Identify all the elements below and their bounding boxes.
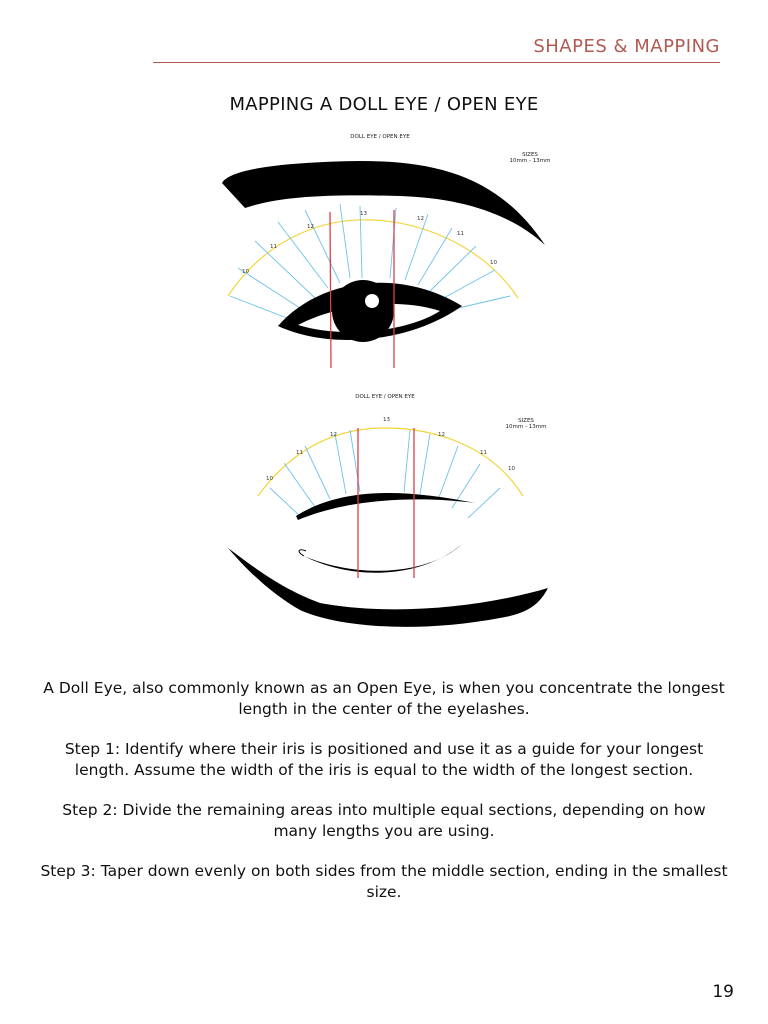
closed-eyelid <box>296 493 475 520</box>
length-label: 13 <box>360 211 367 217</box>
iris <box>332 280 394 342</box>
length-label: 12 <box>417 216 424 222</box>
length-label: 13 <box>383 417 390 423</box>
length-label: 12 <box>307 224 314 230</box>
sizes-label: SIZES <box>522 152 538 158</box>
lower-lash-line <box>304 544 462 573</box>
page-number: 19 <box>712 982 734 1002</box>
length-guide-arc <box>258 428 523 496</box>
closed-eye-illustration <box>200 388 570 638</box>
eyebrow-shape <box>222 161 545 245</box>
length-label: 10 <box>490 260 497 266</box>
step-1-paragraph: Step 1: Identify where their iris is positioned and use it as a guide for your longest length. Assume the width of the iris is equal to the width of the longest section. <box>64 740 704 779</box>
eyebrow-shape <box>228 548 548 627</box>
length-label: 10 <box>508 466 515 472</box>
open-eye-illustration <box>200 128 570 373</box>
sizes-label: SIZES <box>518 418 534 424</box>
length-label: 10 <box>266 476 273 482</box>
intro-paragraph: A Doll Eye, also commonly known as an Open Eye, is when you concentrate the longest length in the center of the eyelashes. <box>43 679 725 718</box>
step-2-paragraph: Step 2: Divide the remaining areas into multiple equal sections, depending on how many lengths you are using. <box>62 801 706 840</box>
iris-guide-lines <box>358 428 414 578</box>
step-3-paragraph: Step 3: Taper down evenly on both sides from the middle section, ending in the smallest size. <box>40 862 728 901</box>
lash-mapping-lines <box>270 430 500 518</box>
open-eye-diagram <box>200 128 570 373</box>
length-label: 11 <box>296 450 303 456</box>
sizes-range: 10mm - 13mm <box>505 424 547 430</box>
length-label: 12 <box>330 432 337 438</box>
length-label: 11 <box>457 231 464 237</box>
length-label: 11 <box>480 450 487 456</box>
page-title: MAPPING A DOLL EYE / OPEN EYE <box>229 94 539 115</box>
pupil-highlight <box>365 294 379 308</box>
length-label: 12 <box>438 432 445 438</box>
sizes-range: 10mm - 13mm <box>509 158 551 164</box>
header-divider <box>153 62 720 63</box>
closed-eye-diagram <box>200 388 570 638</box>
section-title: SHAPES & MAPPING <box>533 36 720 57</box>
length-label: 11 <box>270 244 277 250</box>
diagram-caption: DOLL EYE / OPEN EYE <box>350 134 410 140</box>
lash-dots <box>299 550 306 556</box>
length-label: 10 <box>242 269 249 275</box>
diagram-caption: DOLL EYE / OPEN EYE <box>355 394 415 400</box>
instructions <box>40 678 728 922</box>
